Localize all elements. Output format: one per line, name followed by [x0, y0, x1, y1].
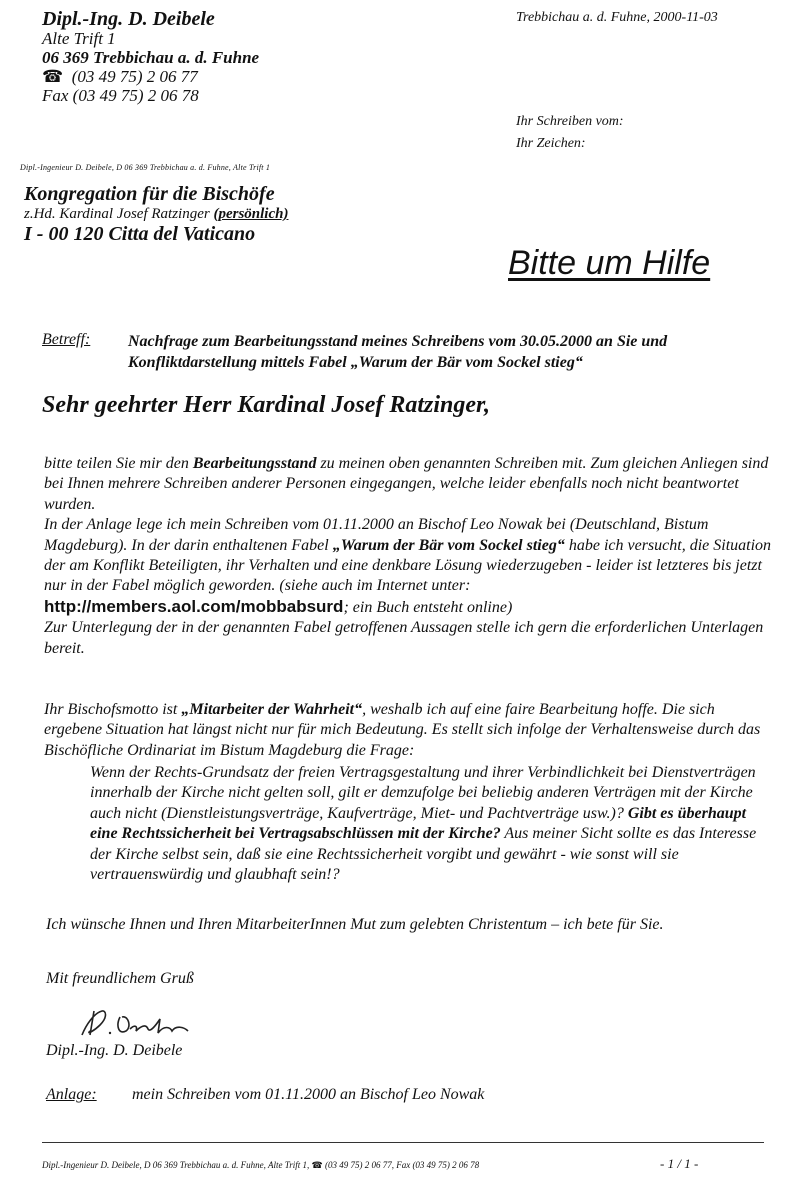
p2-text-c: habe ich versucht, die Situation der am Konflikt Beteiligten, ihr Verhalten und eine denkbare Lösung wiederzugeben - leider ist letzteres bis jetzt nur in der Fabel möglich geworden. (siehe auch im Internet unter: [44, 536, 772, 595]
quote-block [90, 763, 760, 885]
p1-bold: Bearbeitungsstand [192, 455, 317, 472]
recipient-block [24, 183, 288, 246]
sender-city: 06 369 Trebbichau a. d. Fuhne [42, 48, 260, 67]
enclosure-text: mein Schreiben vom 01.11.2000 an Bischof Leo Nowak [132, 1086, 485, 1103]
p1-text-c: zu meinen oben genannten Schreiben mit. Zum gleichen Anliegen sind bei Ihnen mehrere Schreiben anderer Personen eingegangen, welche leider ebenfalls noch nicht beantwortet wurden. [44, 455, 769, 513]
subject-part1: Nachfrage zum Bearbeitungsstand [128, 333, 362, 350]
p2-text-d: ; ein Buch entsteht online) [343, 598, 513, 616]
subject-label: Betreff: [42, 331, 91, 348]
your-letter-label: Ihr Schreiben vom: [516, 114, 624, 129]
sender-name: Dipl.-Ing. D. Deibele [42, 8, 215, 30]
quote-text-a: Wenn der Rechts-Grundsatz der freien Vertragsgestaltung und ihrer Verbindlichkeit bei Dienstverträgen innerhalb der Kirche nicht gelten soll, gilt er demzufolge bei beliebig anderen Verträgen mit der Kirche auch nicht (Dienstleistungsverträge, Kaufverträge, Miet- und Pachtverträge usw.)? [90, 764, 756, 822]
sender-block [42, 10, 259, 105]
sender-street: Alte Trift 1 [42, 29, 116, 48]
wish-line: Ich wünsche Ihnen und Ihren MitarbeiterInnen Mut zum gelebten Christentum – ich bete für Sie. [46, 916, 664, 933]
sender-phone: (03 49 75) 2 06 77 [71, 67, 198, 86]
website-link[interactable]: http://members.aol.com/mobbabsurd [44, 596, 344, 616]
signer-name: Dipl.-Ing. D. Deibele [46, 1042, 183, 1059]
your-ref-label: Ihr Zeichen: [516, 136, 586, 151]
sender-phone-line [42, 67, 259, 86]
recipient-org: Kongregation für die Bischöfe [24, 183, 275, 205]
body-section-1 [44, 454, 774, 659]
reference-block [516, 111, 624, 155]
p3-text-c: , weshalb ich auf eine faire Bearbeitung hoffe. Die sich ergebene Situation hat längst nicht nur für mich Bedeutung. Es stellt sich infolge der Verhaltensweise durch das Bischöfliche Ordinariat im Bistum Magdeburg die Frage: [44, 701, 761, 759]
recipient-city: I - 00 120 Citta del Vaticano [24, 223, 256, 245]
paragraph-1 [44, 454, 774, 515]
footer-rule [42, 1142, 764, 1143]
telephone-icon: ☎ [311, 1160, 323, 1170]
headline: Bitte um Hilfe [508, 244, 711, 282]
subject-part2: meines Schreibens vom 30.05.2000 an Sie und Konfliktdarstellung mittels Fabel „Warum der Bär vom Sockel stieg“ [128, 333, 668, 371]
return-address: Dipl.-Ingenieur D. Deibele, D 06 369 Trebbichau a. d. Fuhne, Alte Trift 1 [20, 163, 271, 172]
paragraph-2b: Zur Unterlegung der in der genannten Fabel getroffenen Aussagen stelle ich gern die erforderlichen Unterlagen bereit. [44, 619, 764, 657]
recipient-attn-line [24, 205, 288, 223]
telephone-icon: ☎ [42, 67, 64, 86]
enclosure-label: Anlage: [46, 1086, 97, 1103]
closing: Mit freundlichem Gruß [46, 970, 194, 987]
salutation: Sehr geehrter Herr Kardinal Josef Ratzinger, [42, 392, 491, 418]
p2-text-a: In der Anlage lege ich mein Schreiben vom 01.11.2000 an Bischof Leo Nowak bei (Deutschland, Bistum Magdeburg). In der darin enthaltenen Fabel [44, 516, 709, 554]
p3-text-a: Ihr Bischofsmotto ist [44, 701, 182, 718]
recipient-attn: z.Hd. Kardinal Josef Ratzinger [24, 206, 214, 222]
page-number: - 1 / 1 - [660, 1156, 699, 1171]
paragraph-3 [44, 700, 774, 761]
footer-phone: (03 49 75) 2 06 77, Fax (03 49 75) 2 06 78 [322, 1160, 480, 1170]
subject-text [128, 331, 778, 373]
paragraph-2 [44, 515, 774, 618]
p3-bold: „Mitarbeiter der Wahrheit“ [181, 701, 363, 718]
signature [76, 1005, 216, 1046]
sender-fax: Fax (03 49 75) 2 06 78 [42, 86, 199, 105]
letter-date: Trebbichau a. d. Fuhne, 2000-11-03 [516, 10, 718, 25]
quote-text-c: Aus meiner Sicht sollte es das Interesse der Kirche selbst sein, daß sie eine Rechtssicherheit vorgibt und gewährt - wie sonst will sie vertrauenswürdig und glaubhaft sein!? [90, 825, 757, 884]
quote-bold: Gibt es überhaupt eine Rechtssicherheit bei Vertragsabschlüssen mit der Kirche? [90, 804, 747, 843]
p1-text-a: bitte teilen Sie mir den [44, 455, 193, 472]
footer-line [42, 1160, 479, 1171]
p2-bold: „Warum der Bär vom Sockel stieg“ [332, 536, 565, 554]
footer-address: Dipl.-Ingenieur D. Deibele, D 06 369 Trebbichau a. d. Fuhne, Alte Trift 1, [42, 1160, 312, 1170]
signature-scribble [76, 1005, 216, 1041]
recipient-personal: (persönlich) [213, 206, 289, 222]
